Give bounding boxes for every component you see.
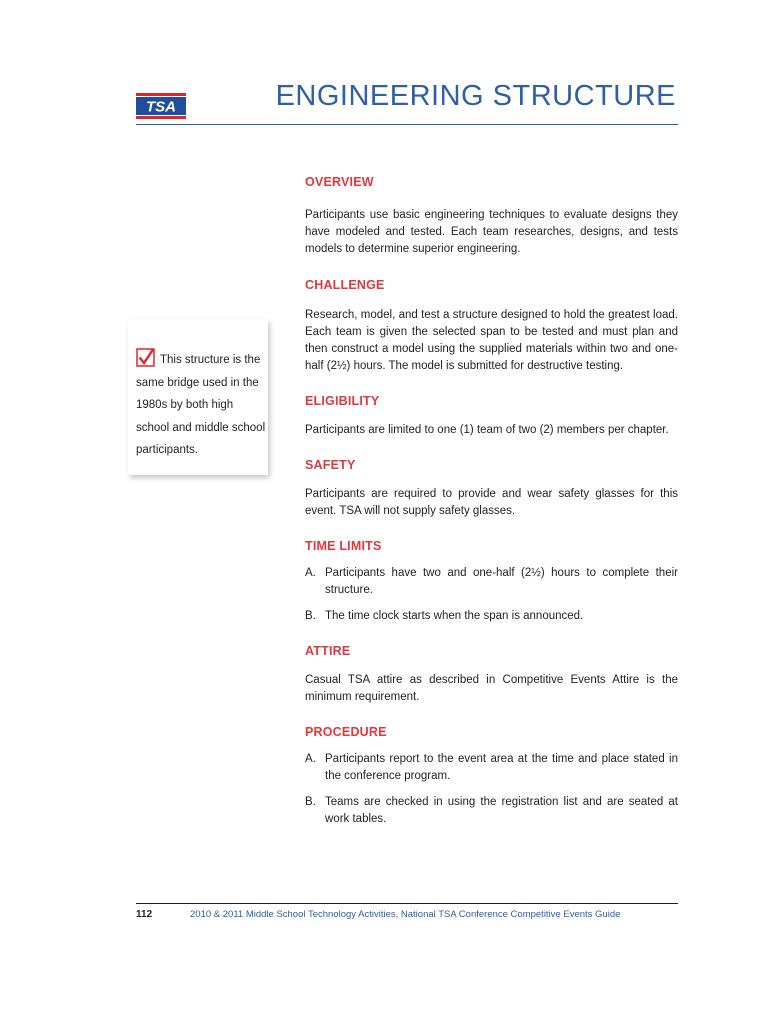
procedure-heading: PROCEDURE [305, 725, 387, 739]
footer-divider [136, 903, 678, 904]
sidebar-note [136, 348, 266, 462]
sidebar-note-box [128, 319, 268, 475]
overview-text: Participants use basic engineering techniques to evaluate designs they have modeled and tested. Each team researches, designs, and tests models to determine superior engineering. [305, 209, 678, 255]
checkbox-check-icon [136, 348, 155, 367]
attire-heading: ATTIRE [305, 644, 351, 658]
list-item: A. Participants report to the event area at the time and place stated in the conference program. [305, 753, 678, 782]
list-item: B. The time clock starts when the span is announced. [305, 610, 584, 622]
main-content [305, 175, 678, 828]
eligibility-heading: ELIGIBILITY [305, 394, 380, 408]
time-limits-heading: TIME LIMITS [305, 539, 382, 553]
overview-heading: OVERVIEW [305, 175, 374, 189]
header-divider [136, 124, 678, 125]
tsa-logo [136, 93, 186, 119]
svg-text:TSA: TSA [146, 98, 176, 116]
attire-text: Casual TSA attire as described in Competitive Events Attire is the minimum requirement. [305, 674, 678, 703]
list-item: A. Participants have two and one-half (2½) hours to complete their structure. [305, 567, 678, 596]
safety-text: Participants are required to provide and wear safety glasses for this event. TSA will not supply safety glasses. [305, 488, 678, 517]
challenge-heading: CHALLENGE [305, 278, 385, 292]
sidebar-note-text: This structure is the same bridge used in the 1980s by both high school and middle school participants. [136, 354, 266, 456]
safety-heading: SAFETY [305, 458, 356, 472]
challenge-text: Research, model, and test a structure designed to hold the greatest load. Each team is given the selected span to be tested and must plan and then construct a model using the supplied materials within two and one-half (2½) hours. The model is submitted for destructive testing. [305, 309, 678, 372]
eligibility-text: Participants are limited to one (1) team of two (2) members per chapter. [305, 424, 669, 436]
page-number: 112 [136, 909, 153, 920]
footer-text: 2010 & 2011 Middle School Technology Activities, National TSA Conference Competitive Events Guide [190, 909, 621, 920]
list-item: B. Teams are checked in using the registration list and are seated at work tables. [305, 796, 678, 825]
page-title: ENGINEERING STRUCTURE [275, 80, 676, 112]
